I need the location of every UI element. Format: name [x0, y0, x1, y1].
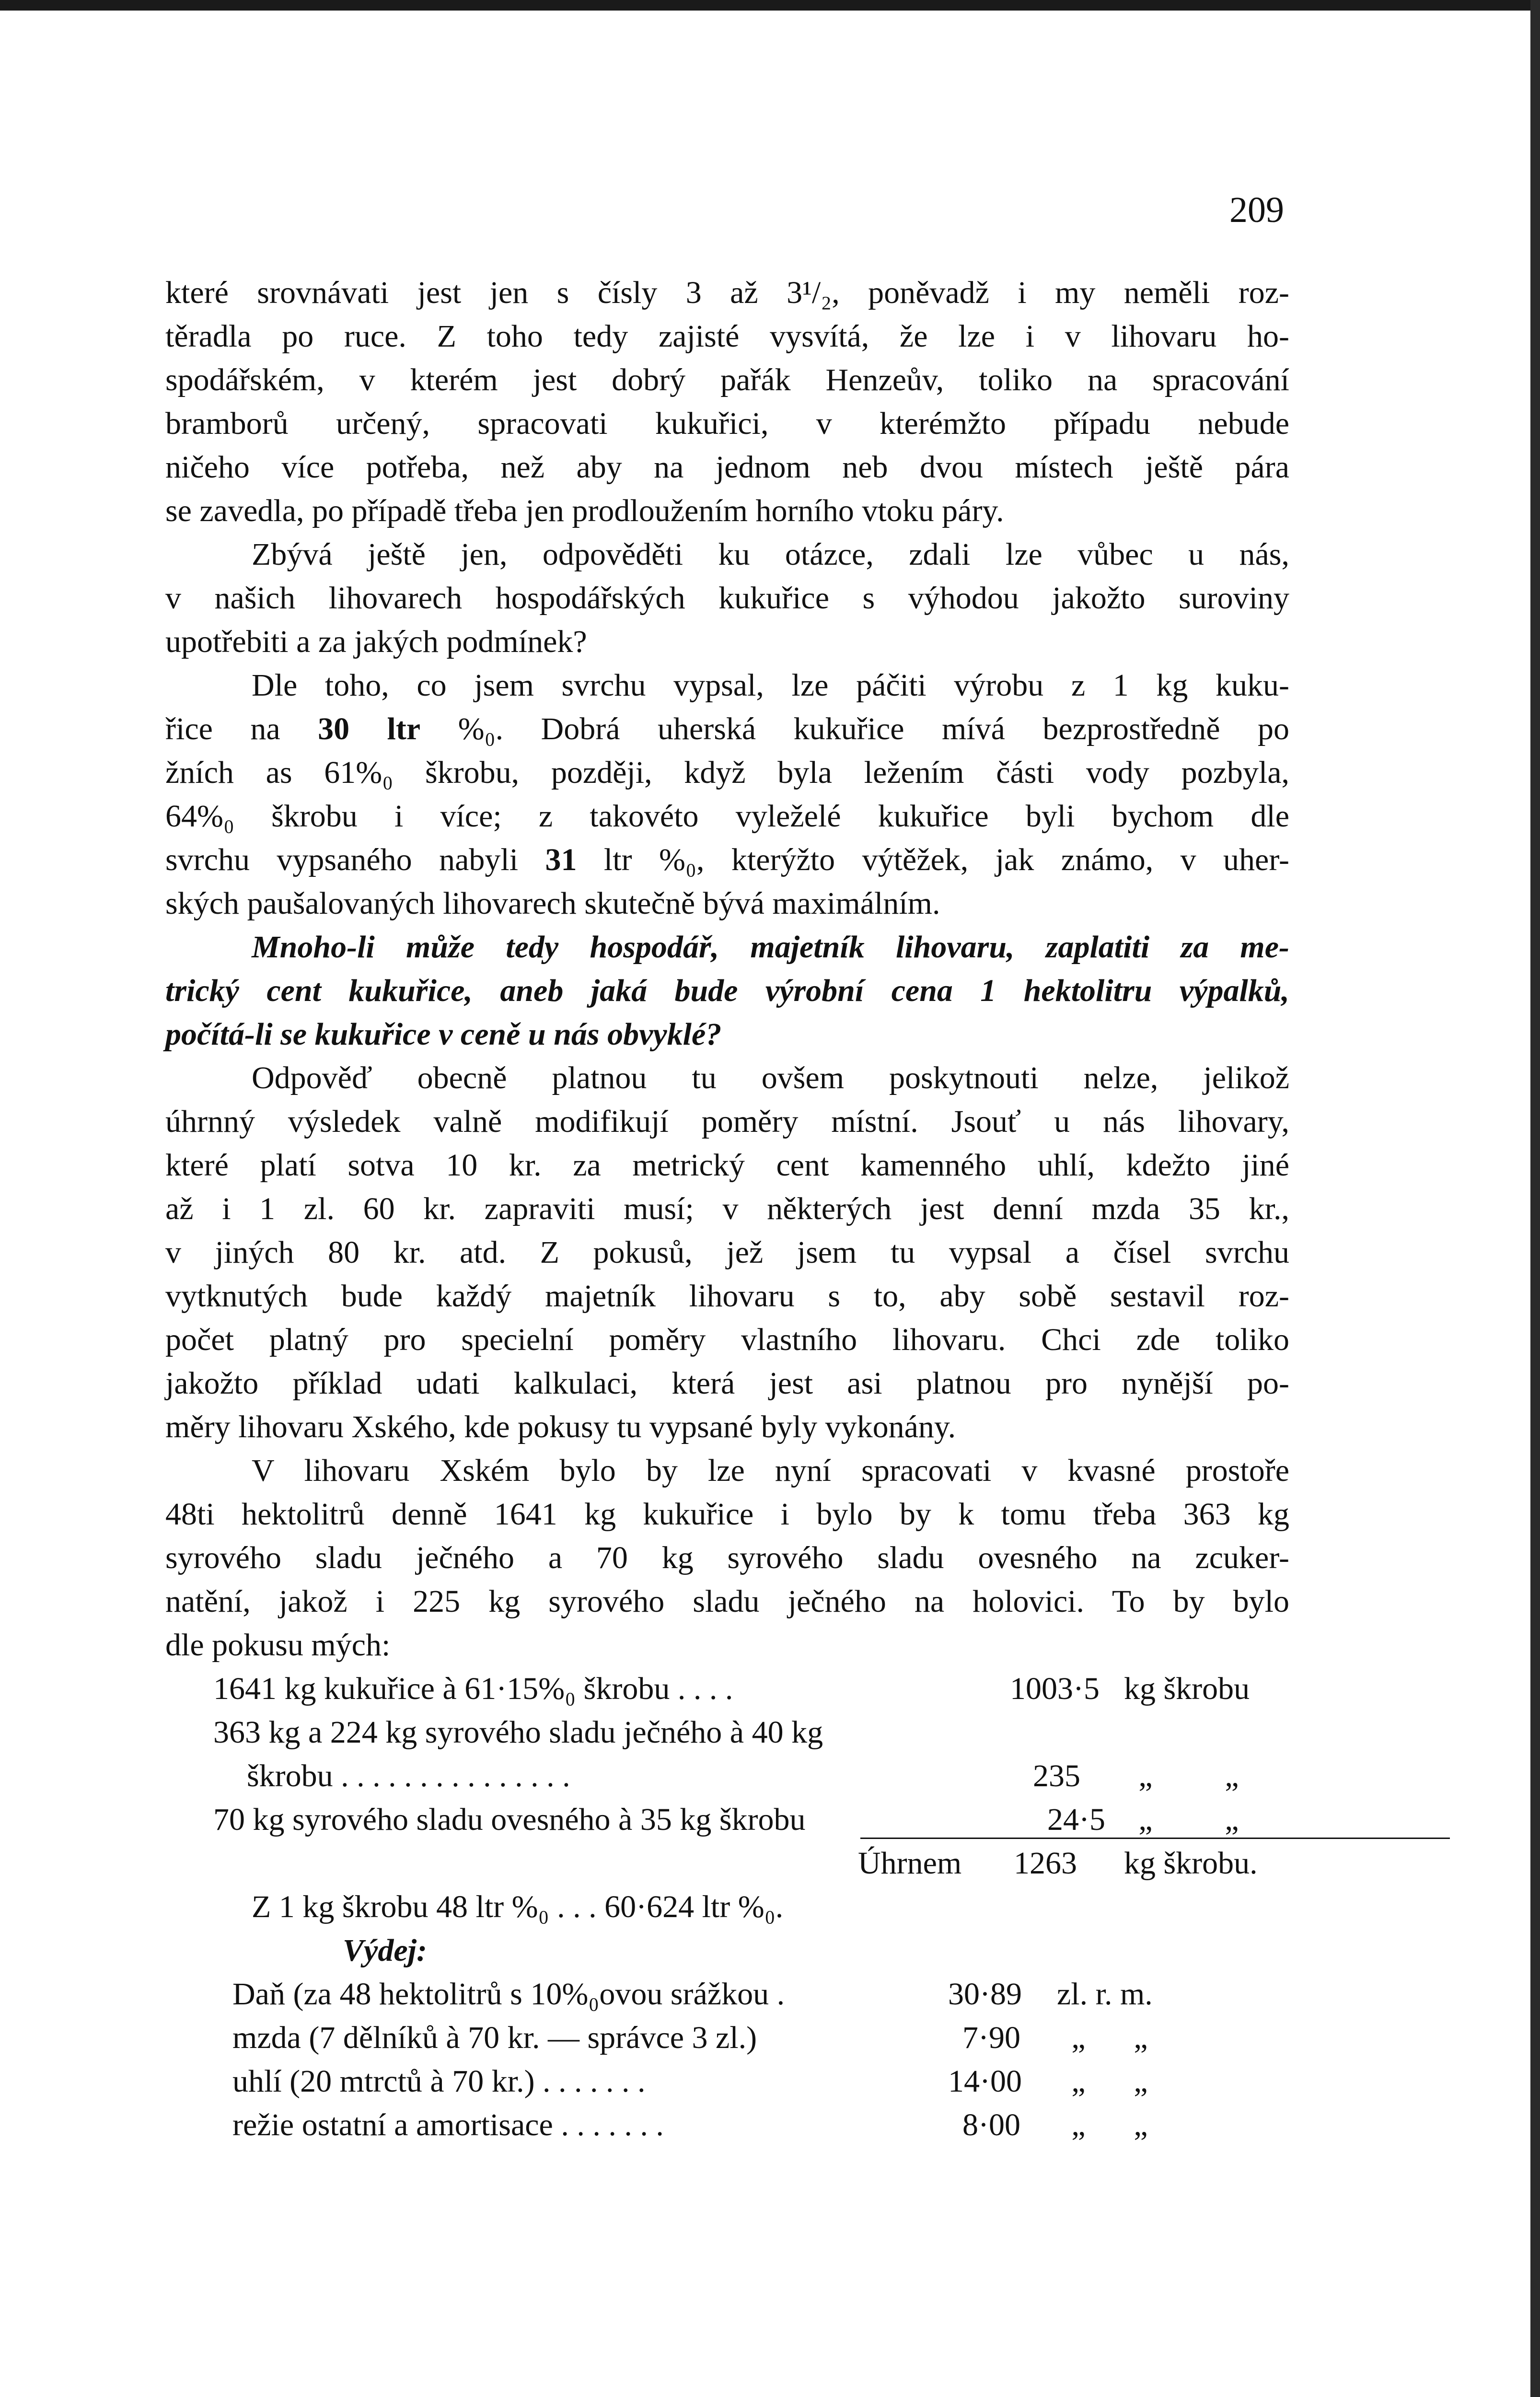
bold-yield: 30 ltr	[318, 711, 421, 746]
ditto-mark: „	[1225, 1758, 1239, 1793]
calc-row	[165, 1667, 1289, 1710]
calc-label: 363 kg a 224 kg syrového sladu ječného à 40 kg	[213, 1715, 823, 1750]
text-line: Dle toho, co jsem svrchu vypsal, lze páčiti výrobu z 1 kg kuku-	[252, 668, 1289, 703]
calc-value: 1003·5	[1010, 1671, 1100, 1706]
question-line: Mnoho-li může tedy hospodář, majetník lihovaru, zaplatiti za me-	[252, 930, 1289, 965]
text-fragment: svrchu vypsaného nabyli	[165, 842, 545, 877]
text-line: dle pokusu mých:	[165, 1628, 391, 1663]
ditto-mark: „	[1134, 2064, 1148, 2099]
expense-value: 7·90	[962, 2020, 1020, 2055]
text-line: ských paušalovaných lihovarech skutečně bývá maximálním.	[165, 886, 940, 921]
calc-label: škrobu . . . . . . . . . . . . . . .	[247, 1758, 570, 1793]
ditto-mark: „	[1071, 2064, 1086, 2099]
text-line: Odpověď obecně platnou tu ovšem poskytnouti nelze, jelikož	[252, 1060, 1289, 1095]
text-line: počet platný pro specielní poměry vlastního lihovaru. Chci zde toliko	[165, 1322, 1289, 1357]
yield-text: Z 1 kg škrobu 48 ltr %₀ . . . 60·624 ltr %₀.	[252, 1889, 784, 1924]
expense-heading: Výdej:	[343, 1933, 427, 1968]
calc-row	[165, 1798, 1289, 1841]
calc-row	[165, 1754, 1289, 1798]
scan-edge-right	[1530, 0, 1540, 2397]
ditto-mark: „	[1071, 2107, 1086, 2142]
text-line: jakožto příklad udati kalkulaci, která jest asi platnou pro nynější po-	[165, 1366, 1289, 1401]
total-label: Úhrnem	[858, 1846, 962, 1881]
ditto-mark: „	[1138, 1758, 1153, 1793]
expense-label: mzda (7 dělníků à 70 kr. — správce 3 zl.)	[232, 2020, 757, 2055]
text-fragment: ltr %₀, kterýžto výtěžek, jak známo, v uher-	[577, 842, 1289, 877]
text-line: žních as 61%₀ škrobu, později, když byla ležením části vody pozbyla,	[165, 755, 1289, 790]
text-fragment: řice na	[165, 711, 318, 746]
total-value: 1263	[1014, 1846, 1077, 1881]
expense-row	[165, 1972, 1289, 2016]
calc-value: 235	[1033, 1758, 1080, 1793]
ditto-mark: „	[1071, 2020, 1086, 2055]
scan-edge-top	[0, 0, 1540, 11]
expense-row	[165, 2103, 1289, 2147]
yield-row	[165, 1885, 1289, 1929]
text-line: se zavedla, po případě třeba jen prodloužením horního vtoku páry.	[165, 493, 1004, 528]
ditto-mark: „	[1138, 1802, 1153, 1837]
calc-label: 70 kg syrového sladu ovesného à 35 kg škrobu	[213, 1802, 806, 1837]
expense-row	[165, 2060, 1289, 2103]
text-line: 64%₀ škrobu i více; z takovéto vyleželé kukuřice byli bychom dle	[165, 799, 1289, 834]
expense-heading-row	[165, 1929, 1289, 1972]
page-number: 209	[1229, 190, 1284, 230]
text-line: V lihovaru Xském bylo by lze nyní spracovati v kvasné prostoře	[252, 1453, 1289, 1488]
text-line: syrového sladu ječného a 70 kg syrového sladu ovesného na zcuker-	[165, 1540, 1289, 1575]
expense-value: 14·00	[948, 2064, 1022, 2099]
expense-value: 30·89	[948, 1977, 1022, 2012]
text-line: Zbývá ještě jen, odpověděti ku otázce, zdali lze vůbec u nás,	[252, 537, 1289, 572]
text-line: v jiných 80 kr. atd. Z pokusů, jež jsem tu vypsal a čísel svrchu	[165, 1235, 1289, 1270]
calc-label: 1641 kg kukuřice à 61·15%₀ škrobu . . . .	[213, 1671, 733, 1706]
text-line: ničeho více potřeba, než aby na jednom neb dvou místech ještě pára	[165, 450, 1289, 485]
question-line: počítá-li se kukuřice v ceně u nás obvyklé?	[165, 1017, 722, 1052]
bold-yield: 31	[545, 842, 577, 877]
expense-label: uhlí (20 mtrctů à 70 kr.) . . . . . . .	[232, 2064, 646, 2099]
expense-value: 8·00	[962, 2107, 1020, 2142]
ditto-mark: „	[1134, 2020, 1148, 2055]
calc-unit: kg škrobu	[1124, 1671, 1250, 1706]
text-line: bramborů určený, spracovati kukuřici, v kterémžto případu nebude	[165, 406, 1289, 441]
expense-unit: zl. r. m.	[1057, 1977, 1153, 2012]
ditto-mark: „	[1225, 1802, 1239, 1837]
calc-row	[165, 1710, 1289, 1754]
text-line: upotřebiti a za jakých podmínek?	[165, 624, 587, 659]
text-line: měry lihovaru Xského, kde pokusy tu vypsané byly vykonány.	[165, 1409, 956, 1444]
text-line: 48ti hektolitrů denně 1641 kg kukuřice i bylo by k tomu třeba 363 kg	[165, 1497, 1289, 1532]
text-line: které srovnávati jest jen s čísly 3 až 3¹/₂, poněvadž i my neměli roz-	[165, 275, 1289, 310]
text-line	[165, 838, 1289, 882]
text-line: těradla po ruce. Z toho tedy zajisté vysvítá, že lze i v lihovaru ho-	[165, 319, 1289, 354]
expense-label: režie ostatní a amortisace . . . . . . .	[232, 2107, 664, 2142]
question-line: trický cent kukuřice, aneb jaká bude výrobní cena 1 hektolitru výpalků,	[165, 973, 1289, 1008]
calc-value: 24·5	[1047, 1802, 1105, 1837]
total-unit: kg škrobu.	[1124, 1846, 1258, 1881]
text-fragment: %₀. Dobrá uherská kukuřice mívá bezprostředně po	[420, 711, 1290, 746]
ditto-mark: „	[1134, 2107, 1148, 2142]
text-line: vytknutých bude každý majetník lihovaru s to, aby sobě sestavil roz-	[165, 1279, 1289, 1314]
text-line: natění, jakož i 225 kg syrového sladu ječného na holovici. To by bylo	[165, 1584, 1289, 1619]
text-line: úhrnný výsledek valně modifikují poměry místní. Jsouť u nás lihovary,	[165, 1104, 1289, 1139]
text-line	[165, 707, 1289, 751]
expense-row	[165, 2016, 1289, 2060]
text-line: které platí sotva 10 kr. za metrický cent kamenného uhlí, kdežto jiné	[165, 1148, 1289, 1183]
sum-rule	[860, 1838, 1450, 1839]
calc-total-row	[165, 1841, 1289, 1885]
text-line: v našich lihovarech hospodářských kukuřice s výhodou jakožto suroviny	[165, 581, 1289, 616]
text-line: až i 1 zl. 60 kr. zapraviti musí; v některých jest denní mzda 35 kr.,	[165, 1191, 1289, 1226]
expense-label: Daň (za 48 hektolitrů s 10%₀ovou srážkou .	[232, 1977, 785, 2012]
body-text	[165, 271, 1289, 2147]
text-line: spodářském, v kterém jest dobrý pařák Henzeův, toliko na spracování	[165, 362, 1289, 397]
